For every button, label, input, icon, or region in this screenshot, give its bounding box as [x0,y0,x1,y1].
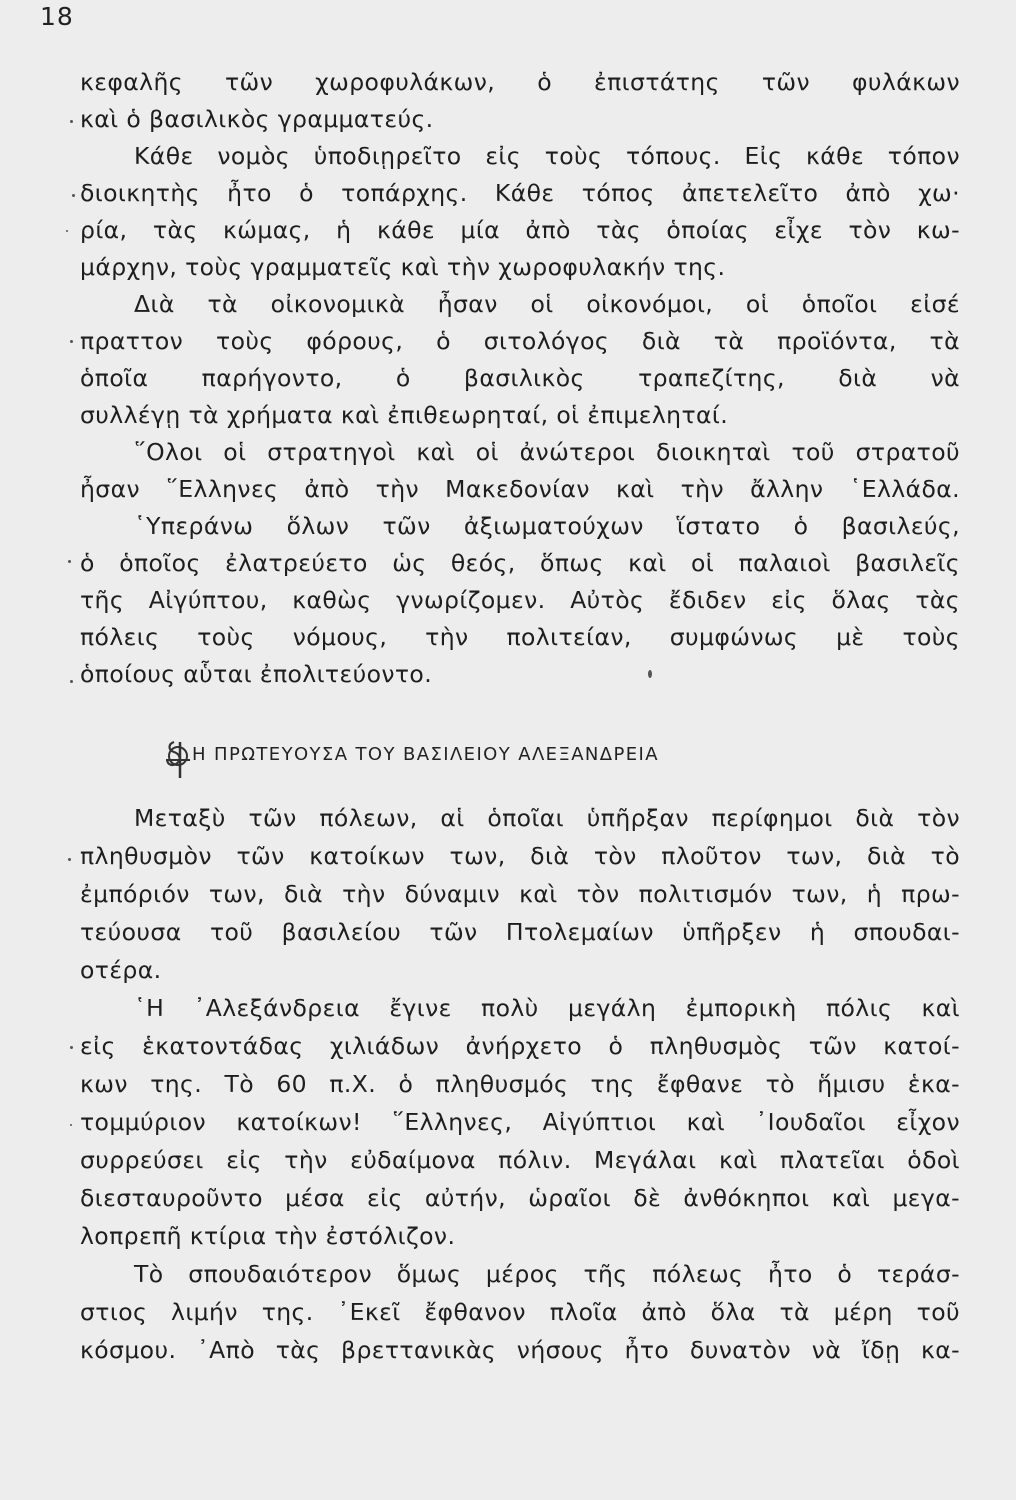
text-line: πληθυσμὸν τῶν κατοίκων των, διὰ τὸν πλοῦτον των, διὰ τὸ [80,842,960,870]
text-line: τομμύριον κατοίκων! ῞Ελληνες, Αἰγύπτιοι καὶ ᾿Ιουδαῖοι εἶχον [80,1108,960,1136]
text-line: κεφαλῆς τῶν χωροφυλάκων, ὁ ἐπιστάτης τῶν φυλάκων [80,68,960,96]
text-line: ῾Υπεράνω ὅλων τῶν ἀξιωματούχων ἵστατο ὁ βασιλεύς, [134,512,960,540]
text-line: τῆς Αἰγύπτου, καθὼς γνωρίζομεν. Αὐτὸς ἔδιδεν εἰς ὅλας τὰς [80,586,960,614]
text-line: Διὰ τὰ οἰκονομικὰ ἦσαν οἱ οἰκονόμοι, οἱ ὁποῖοι εἰσέ [134,290,960,318]
text-line: διεσταυροῦντο μέσα εἰς αὐτήν, ὡραῖοι δὲ ἀνθόκηποι καὶ μεγα- [80,1184,960,1212]
text-line: Τὸ σπουδαιότερον ὅμως μέρος τῆς πόλεως ἦτο ὁ τεράσ- [134,1260,960,1288]
text-line: ρία, τὰς κώμας, ἡ κάθε μία ἀπὸ τὰς ὁποίας εἶχε τὸν κω- [80,216,960,244]
text-line: Κάθε νομὸς ὑποδιῃρεῖτο εἰς τοὺς τόπους. Εἰς κάθε τόπον [134,142,960,170]
page-number: 18 [40,2,74,31]
text-line: καὶ ὁ βασιλικὸς γραμματεύς. [80,105,434,133]
text-line: κόσμου. ᾿Απὸ τὰς βρεττανικὰς νήσους ἦτο δυνατὸν νὰ ἴδῃ κα- [80,1336,960,1364]
text-line: διοικητὴς ἦτο ὁ τοπάρχης. Κάθε τόπος ἀπετελεῖτο ἀπὸ χω· [80,179,960,207]
text-line: στιος λιμήν της. ᾿Εκεῖ ἔφθανον πλοῖα ἀπὸ ὅλα τὰ μέρη τοῦ [80,1298,960,1326]
text-line: ὁ ὁποῖος ἐλατρεύετο ὡς θεός, ὅπως καὶ οἱ παλαιοὶ βασιλεῖς [80,549,960,577]
text-line: οτέρα. [80,956,162,984]
text-line: εἰς ἑκατοντάδας χιλιάδων ἀνήρχετο ὁ πληθυσμὸς τῶν κατοί- [80,1032,960,1060]
text-line: συλλέγῃ τὰ χρήματα καὶ ἐπιθεωρηταί, οἱ ἐπιμεληταί. [80,401,729,429]
text-line: ὁποῖα παρήγοντο, ὁ βασιλικὸς τραπεζίτης, διὰ νὰ [80,364,960,392]
text-line: ἦσαν ῞Ελληνες ἀπὸ τὴν Μακεδονίαν καὶ τὴν ἄλλην ῾Ελλάδα. [80,475,960,503]
text-line: πόλεις τοὺς νόμους, τὴν πολιτείαν, συμφώνως μὲ τοὺς [80,623,960,651]
section-title: Η ΠΡΩΤΕΥΟΥΣΑ ΤΟΥ ΒΑΣΙΛΕΙΟΥ ΑΛΕΞΑΝΔΡΕΙΑ [192,744,659,765]
text-line: ῾Η ᾿Αλεξάνδρεια ἔγινε πολὺ μεγάλη ἐμπορικὴ πόλις καὶ [134,994,960,1022]
text-line: ῞Ολοι οἱ στρατηγοὶ καὶ οἱ ἀνώτεροι διοικηταὶ τοῦ στρατοῦ [134,438,960,466]
text-line: κων της. Τὸ 60 π.Χ. ὁ πληθυσμός της ἔφθανε τὸ ἥμισυ ἑκα- [80,1070,960,1098]
text-line: Μεταξὺ τῶν πόλεων, αἱ ὁποῖαι ὑπῆρξαν περίφημοι διὰ τὸν [134,804,960,832]
section-mark-icon [160,738,196,778]
text-line: συρρεύσει εἰς τὴν εὐδαίμονα πόλιν. Μεγάλαι καὶ πλατεῖαι ὁδοὶ [80,1146,960,1174]
text-line: λοπρεπῆ κτίρια τὴν ἐστόλιζον. [80,1222,456,1250]
text-line: ὁποίους αὗται ἐπολιτεύοντο. [80,660,433,688]
text-line: ἐμπόριόν των, διὰ τὴν δύναμιν καὶ τὸν πολιτισμόν των, ἡ πρω- [80,880,960,908]
text-line: τεύουσα τοῦ βασιλείου τῶν Πτολεμαίων ὑπῆρξεν ἡ σπουδαι- [80,918,960,946]
text-line: μάρχην, τοὺς γραμματεῖς καὶ τὴν χωροφυλακήν της. [80,253,726,281]
text-line: πραττον τοὺς φόρους, ὁ σιτολόγος διὰ τὰ προϊόντα, τὰ [80,327,960,355]
